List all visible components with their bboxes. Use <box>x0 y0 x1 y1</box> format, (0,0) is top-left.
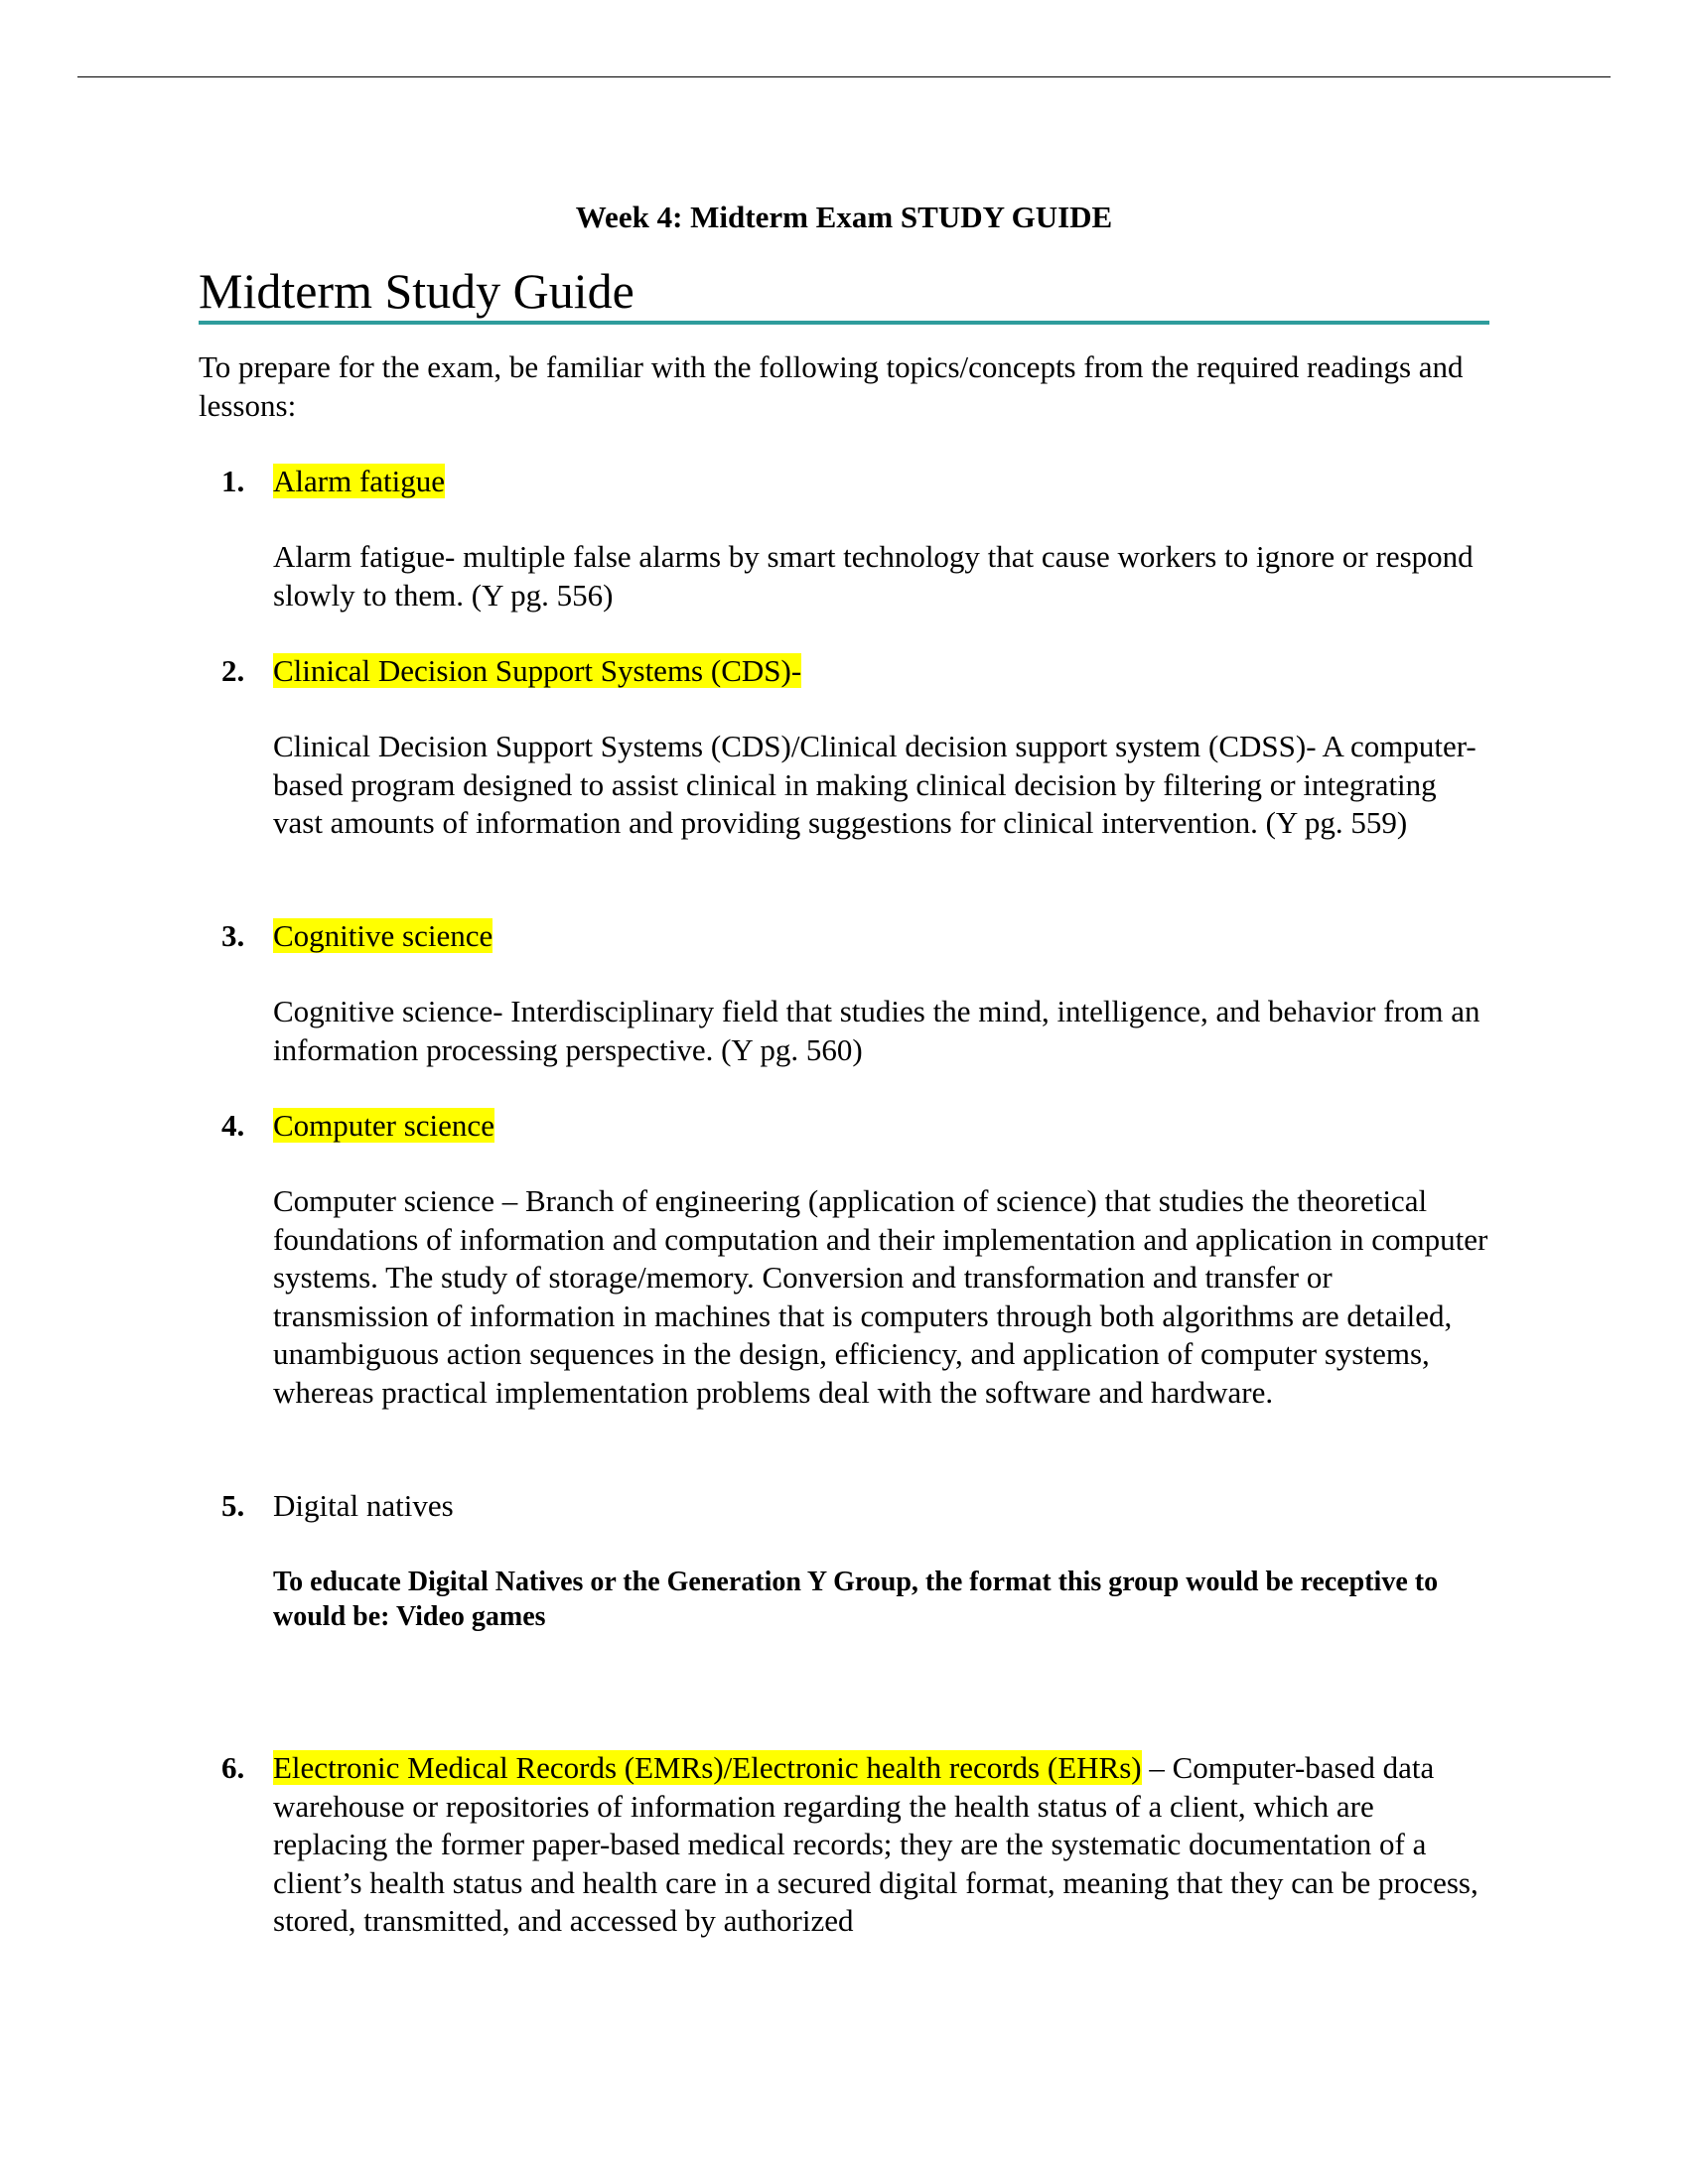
item-definition: – Computer-based data warehouse or repositories of information regarding the health status of a client, which are replacing the former paper-based medical records; they are the systematic documentation of a client’s health status and health care in a secured digital format, meaning that they can be process, stored, transmitted, and accessed by authorized <box>273 1750 1478 1938</box>
item-term: Cognitive science <box>273 918 493 953</box>
item-definition: Cognitive science- Interdisciplinary field that studies the mind, intelligence, and behavior from an information processing perspective. (Y pg. 560) <box>273 994 1480 1067</box>
item-term: Electronic Medical Records (EMRs)/Electronic health records (EHRs) <box>273 1750 1142 1785</box>
section-heading: Midterm Study Guide <box>199 263 634 319</box>
item-definition: Alarm fatigue- multiple false alarms by smart technology that cause workers to ignore or respond slowly to them. (Y pg. 556) <box>273 539 1474 613</box>
list-item-5 <box>221 1487 454 1525</box>
item-term: Clinical Decision Support Systems (CDS)- <box>273 653 802 688</box>
item-number: 2. <box>221 653 245 688</box>
item-number: 5. <box>221 1488 245 1523</box>
item-number: 3. <box>221 918 245 953</box>
document-title: Week 4: Midterm Exam STUDY GUIDE <box>575 200 1113 234</box>
list-item-3 <box>221 917 492 955</box>
list-item-1 <box>221 463 445 500</box>
list-item-2 <box>221 652 801 690</box>
header-rule <box>77 76 1611 77</box>
item-number: 4. <box>221 1108 245 1143</box>
list-item-6 <box>221 1749 1489 1941</box>
item-term: Computer science <box>273 1108 494 1143</box>
intro-paragraph: To prepare for the exam, be familiar with the following topics/concepts from the required readings and lessons: <box>199 349 1464 423</box>
item-number: 6. <box>221 1750 245 1785</box>
item-definition: Computer science – Branch of engineering (application of science) that studies the theoretical foundations of information and computation and their implementation and application in computer systems. The study of storage/memory. Conversion and transformation and transfer or transmission of information in machines that is computers through both algorithms are detailed, unambiguous action sequences in the design, efficiency, and application of computer systems, whereas practical implementation problems deal with the software and hardware. <box>273 1183 1488 1410</box>
item-term: Alarm fatigue <box>273 464 446 498</box>
item-definition: To educate Digital Natives or the Generation Y Group, the format this group would be receptive to would be: Video games <box>273 1567 1439 1632</box>
list-item-4 <box>221 1107 494 1145</box>
heading-underline <box>199 321 1489 325</box>
item-term: Digital natives <box>273 1488 454 1523</box>
item-definition: Clinical Decision Support Systems (CDS)/Clinical decision support system (CDSS)- A computer-based program designed to assist clinical in making clinical decision by filtering or integrating vast amounts of information and providing suggestions for clinical intervention. (Y pg. 559) <box>273 729 1477 840</box>
item-number: 1. <box>221 464 245 498</box>
item-body <box>273 1749 1489 1941</box>
